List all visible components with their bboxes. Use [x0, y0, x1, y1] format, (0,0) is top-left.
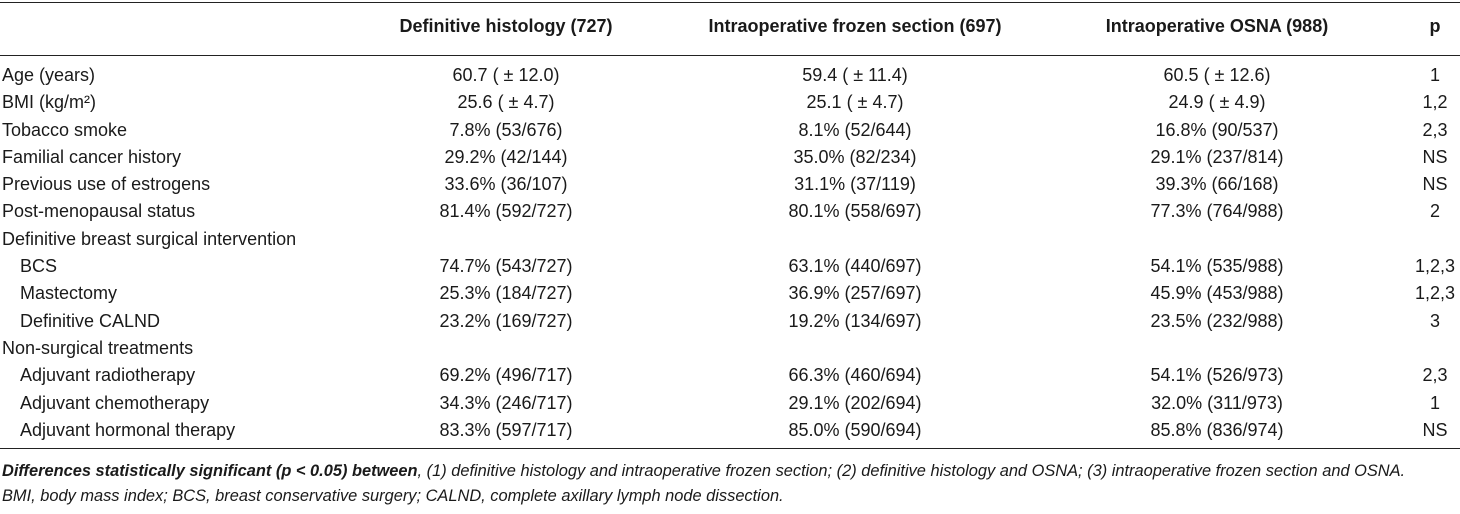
cell-definitive-histology: 33.6% (36/107) — [444, 174, 568, 195]
row-label: BCS — [20, 256, 58, 277]
cell-p-value: NS — [1422, 419, 1448, 440]
table-row — [0, 144, 1460, 171]
table-row — [0, 89, 1460, 116]
cell-osna: 23.5% (232/988) — [1150, 310, 1284, 331]
cell-osna: 32.0% (311/973) — [1151, 392, 1283, 413]
cell-p-value: 2,3 — [1422, 119, 1448, 140]
footnote-significance-lead: Differences statistically significant (p < 0.05) between — [2, 462, 418, 480]
table-body — [0, 62, 1460, 444]
cell-p-value: 2 — [1429, 201, 1440, 222]
row-label: Non-surgical treatments — [2, 337, 194, 358]
cell-p-value: 3 — [1429, 310, 1440, 331]
cell-frozen-section: 66.3% (460/694) — [788, 365, 922, 386]
cell-p-value: 1 — [1429, 392, 1440, 413]
table-row — [0, 62, 1460, 89]
row-label: Tobacco smoke — [2, 119, 128, 140]
row-label: Previous use of estrogens — [2, 174, 211, 195]
row-label: BMI (kg/m²) — [2, 92, 96, 113]
table-row — [0, 171, 1460, 198]
cell-frozen-section: 59.4 ( ± 11.4) — [802, 65, 908, 85]
cell-osna: 16.8% (90/537) — [1155, 119, 1279, 140]
cell-p-value: NS — [1422, 146, 1448, 167]
table-row — [0, 280, 1460, 307]
cell-osna: 24.9 ( ± 4.9) — [1168, 92, 1266, 113]
table-bottom-rule — [0, 448, 1460, 449]
row-label: Adjuvant radiotherapy — [20, 365, 196, 386]
table-row — [0, 417, 1460, 444]
table-row — [0, 198, 1460, 225]
header-frozen-section: Intraoperative frozen section (697) — [708, 16, 1002, 36]
cell-frozen-section: 63.1% (440/697) — [788, 256, 922, 277]
cell-osna: 85.8% (836/974) — [1150, 419, 1284, 440]
row-label: Familial cancer history — [2, 146, 182, 167]
cell-osna: 54.1% (535/988) — [1150, 256, 1284, 277]
cell-osna: 54.1% (526/973) — [1150, 365, 1284, 386]
table-row — [0, 390, 1460, 417]
cell-frozen-section: 80.1% (558/697) — [788, 201, 922, 222]
cell-p-value: 2,3 — [1422, 365, 1448, 386]
cell-definitive-histology: 29.2% (42/144) — [444, 146, 568, 167]
cell-frozen-section: 35.0% (82/234) — [793, 146, 917, 167]
cell-frozen-section: 19.2% (134/697) — [788, 310, 922, 331]
row-label: Adjuvant chemotherapy — [20, 392, 210, 413]
cell-definitive-histology: 69.2% (496/717) — [439, 365, 573, 386]
cell-frozen-section: 29.1% (202/694) — [788, 392, 922, 413]
cell-frozen-section: 36.9% (257/697) — [788, 283, 922, 304]
row-label: Definitive breast surgical intervention — [2, 228, 297, 249]
cell-frozen-section: 8.1% (52/644) — [798, 119, 912, 140]
cell-definitive-histology: 81.4% (592/727) — [439, 201, 573, 222]
cell-definitive-histology: 83.3% (597/717) — [439, 419, 573, 440]
cell-p-value: 1 — [1429, 65, 1440, 85]
row-label: Definitive CALND — [20, 310, 161, 331]
table-footnote — [2, 459, 1458, 509]
footnote-line-2: BMI, body mass index; BCS, breast conservative surgery; CALND, complete axillary lymph node dissection. — [2, 487, 784, 505]
cell-frozen-section: 31.1% (37/119) — [794, 174, 916, 195]
cell-definitive-histology: 74.7% (543/727) — [439, 256, 573, 277]
cell-definitive-histology: 25.6 ( ± 4.7) — [457, 92, 555, 113]
table-header-row — [0, 12, 1460, 46]
cell-definitive-histology: 7.8% (53/676) — [449, 119, 563, 140]
table-row — [0, 335, 1460, 362]
footnote-comparisons: , (1) definitive histology and intraoperative frozen section; (2) definitive histology and OSNA; (3) intraoperative frozen section and OSNA. — [417, 462, 1406, 480]
cell-osna: 45.9% (453/988) — [1150, 283, 1284, 304]
cell-p-value: 1,2 — [1422, 92, 1448, 113]
cell-frozen-section: 25.1 ( ± 4.7) — [806, 92, 904, 113]
cell-osna: 60.5 ( ± 12.6) — [1163, 65, 1271, 85]
table-top-rule — [0, 2, 1460, 3]
cell-definitive-histology: 34.3% (246/717) — [439, 392, 573, 413]
header-p-value: p — [1429, 16, 1441, 36]
cell-definitive-histology: 25.3% (184/727) — [439, 283, 573, 304]
cell-p-value: NS — [1422, 174, 1448, 195]
cell-osna: 77.3% (764/988) — [1150, 201, 1284, 222]
row-label: Adjuvant hormonal therapy — [20, 419, 236, 440]
table-row — [0, 226, 1460, 253]
header-definitive-histology: Definitive histology (727) — [399, 16, 613, 36]
table-row — [0, 253, 1460, 280]
cell-p-value: 1,2,3 — [1414, 283, 1456, 304]
table-row — [0, 362, 1460, 389]
table-row — [0, 117, 1460, 144]
cell-definitive-histology: 23.2% (169/727) — [439, 310, 573, 331]
row-label: Mastectomy — [20, 283, 118, 304]
row-label: Age (years) — [2, 65, 96, 85]
header-osna: Intraoperative OSNA (988) — [1105, 16, 1329, 36]
table-header-rule — [0, 55, 1460, 56]
cell-osna: 29.1% (237/814) — [1150, 146, 1284, 167]
row-label: Post-menopausal status — [2, 201, 196, 222]
cell-osna: 39.3% (66/168) — [1155, 174, 1279, 195]
cell-frozen-section: 85.0% (590/694) — [788, 419, 922, 440]
cell-p-value: 1,2,3 — [1414, 256, 1456, 277]
cell-definitive-histology: 60.7 ( ± 12.0) — [452, 65, 560, 85]
footnote-line-1 — [2, 459, 1458, 484]
table-row — [0, 308, 1460, 335]
